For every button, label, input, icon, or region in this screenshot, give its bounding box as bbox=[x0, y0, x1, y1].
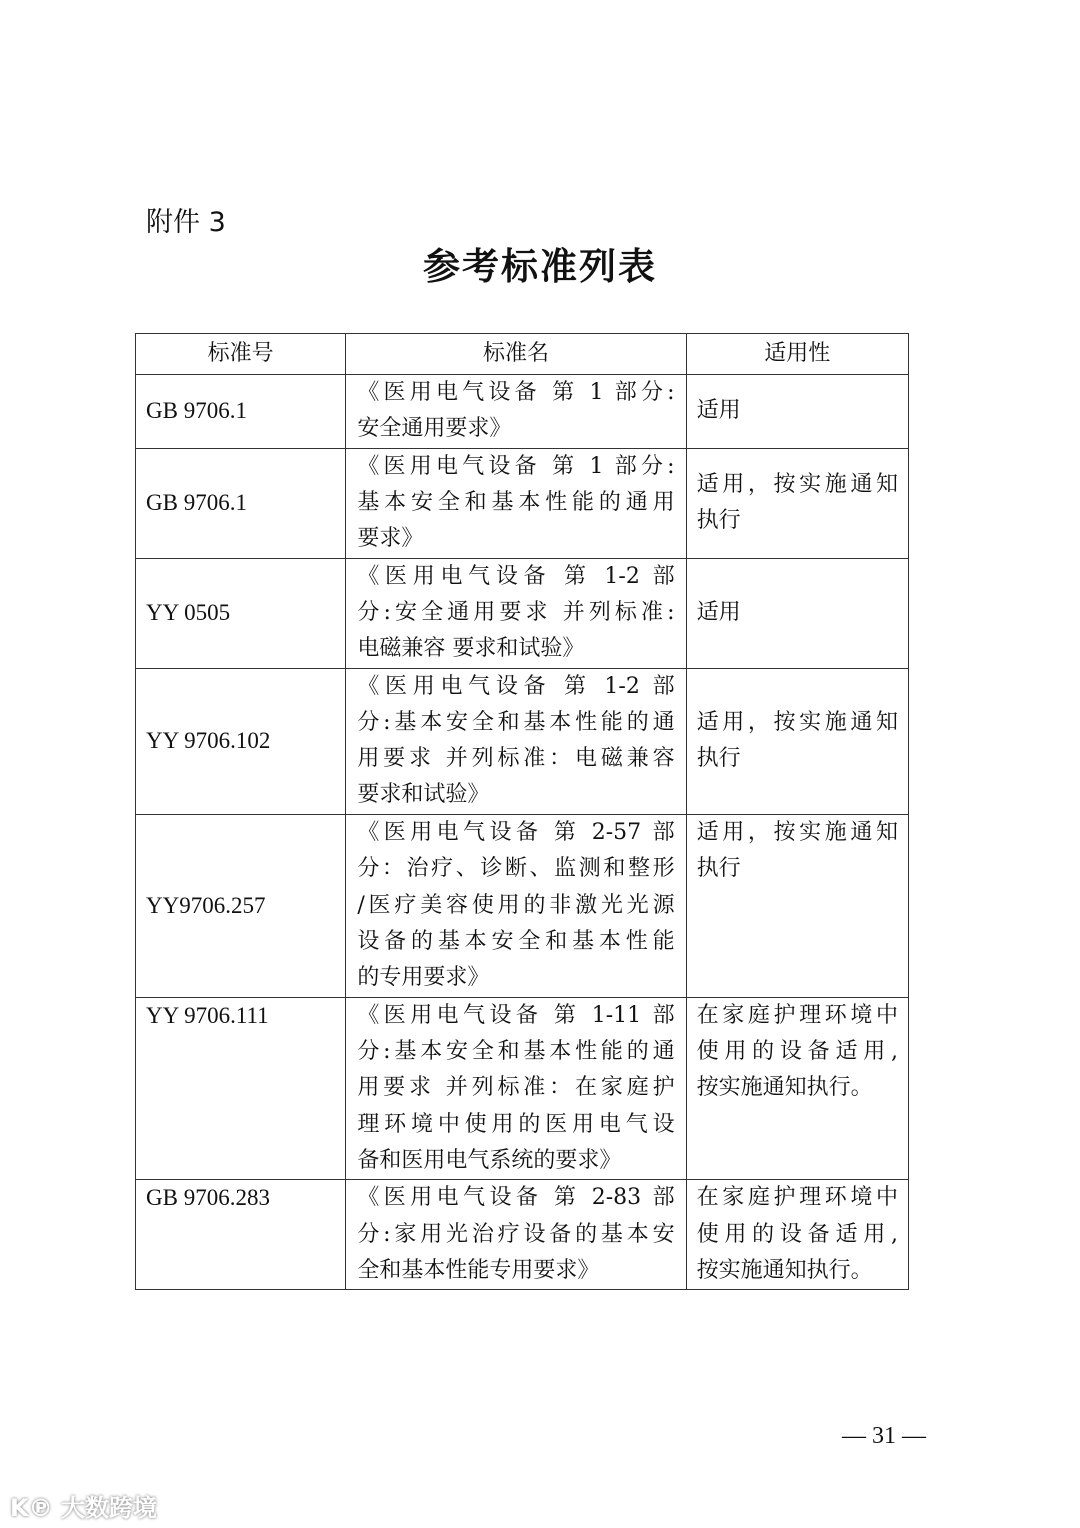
table-row bbox=[136, 558, 909, 668]
applicability-line: 适用，按实施通知 bbox=[696, 471, 898, 497]
standard-name bbox=[346, 814, 686, 997]
standard-name-line: 用要求 并列标准：在家庭护 bbox=[357, 1075, 675, 1101]
table-row bbox=[136, 375, 909, 449]
applicability bbox=[686, 448, 908, 558]
standard-code: GB 9706.1 bbox=[136, 448, 346, 558]
standard-name-line: 基本安全和基本性能的通用 bbox=[357, 489, 675, 515]
standard-name bbox=[346, 997, 686, 1179]
applicability-line: 适用，按实施通知 bbox=[696, 819, 898, 845]
standard-name-line: 《医用电气设备 第 2-83 部 bbox=[357, 1185, 675, 1211]
applicability-line: 按实施通知执行。 bbox=[696, 1075, 873, 1101]
applicability-line: 按实施通知执行。 bbox=[696, 1257, 873, 1283]
standard-name-line: 要求》 bbox=[357, 526, 424, 552]
column-header-code: 标准号 bbox=[136, 334, 346, 375]
standard-code: GB 9706.283 bbox=[136, 1180, 346, 1290]
standard-name-line: 《医用电气设备 第 1-11 部 bbox=[357, 1002, 675, 1028]
standard-name-line: 《医用电气设备 第 1 部分: bbox=[357, 453, 675, 479]
table-header-row bbox=[136, 334, 909, 375]
column-header-applicability: 适用性 bbox=[686, 334, 908, 375]
standard-code: YY 0505 bbox=[136, 558, 346, 668]
table-row bbox=[136, 448, 909, 558]
standard-name-line: /医疗美容使用的非激光光源 bbox=[357, 892, 675, 918]
standard-name-line: 《医用电气设备 第 2-57 部 bbox=[357, 820, 675, 846]
standard-name-line: 安全通用要求》 bbox=[357, 416, 512, 442]
applicability-line: 执行 bbox=[696, 856, 741, 882]
standard-name-line: 设备的基本安全和基本性能 bbox=[357, 928, 675, 954]
applicability bbox=[686, 814, 908, 997]
applicability-line: 使用的设备适用, bbox=[696, 1039, 898, 1065]
standard-name-line: 用要求 并列标准：电磁兼容 bbox=[357, 746, 675, 772]
standard-name-line: 的专用要求》 bbox=[357, 965, 490, 991]
standard-code: YY9706.257 bbox=[136, 814, 346, 997]
standard-name-line: 分:基本安全和基本性能的通 bbox=[357, 1039, 675, 1065]
standard-name-line: 分:家用光治疗设备的基本安 bbox=[357, 1221, 675, 1247]
standard-name bbox=[346, 1180, 686, 1290]
standard-name-line: 电磁兼容 要求和试验》 bbox=[357, 636, 585, 662]
standard-name-line: 全和基本性能专用要求》 bbox=[357, 1257, 600, 1283]
standard-name-line: 要求和试验》 bbox=[357, 782, 490, 808]
applicability bbox=[686, 558, 908, 668]
applicability-line: 在家庭护理环境中 bbox=[696, 1185, 898, 1211]
standard-name-line: 理环境中使用的医用电气设 bbox=[357, 1111, 675, 1137]
page-title: 参考标准列表 bbox=[423, 245, 657, 288]
standard-name bbox=[346, 375, 686, 449]
table-row bbox=[136, 1180, 909, 1290]
page-number: — 31 — bbox=[842, 1423, 926, 1449]
applicability-line: 执行 bbox=[696, 508, 741, 534]
standard-name bbox=[346, 668, 686, 814]
standard-name-line: 分:安全通用要求 并列标准: bbox=[357, 599, 675, 625]
applicability bbox=[686, 1180, 908, 1290]
standard-name-line: 备和医用电气系统的要求》 bbox=[357, 1147, 622, 1173]
table-row bbox=[136, 668, 909, 814]
standard-name bbox=[346, 448, 686, 558]
watermark-logo: K℗ 大数跨境 bbox=[10, 1494, 157, 1522]
table-row bbox=[136, 814, 909, 997]
standard-code: GB 9706.1 bbox=[136, 375, 346, 449]
column-header-name: 标准名 bbox=[346, 334, 686, 375]
applicability-line: 在家庭护理环境中 bbox=[696, 1002, 898, 1028]
standard-name-line: 《医用电气设备 第 1 部分: bbox=[357, 380, 675, 405]
table-row bbox=[136, 997, 909, 1179]
applicability bbox=[686, 375, 908, 449]
applicability-line: 执行 bbox=[696, 746, 741, 772]
attachment-label: 附件 3 bbox=[146, 207, 226, 238]
standard-name-line: 《医用电气设备 第 1-2 部 bbox=[357, 563, 675, 589]
standard-code: YY 9706.111 bbox=[136, 997, 346, 1179]
applicability bbox=[686, 668, 908, 814]
standard-name-line: 分：治疗、诊断、监测和整形 bbox=[357, 856, 675, 882]
standards-table bbox=[135, 333, 909, 1290]
standard-code: YY 9706.102 bbox=[136, 668, 346, 814]
applicability-line: 适用 bbox=[696, 398, 741, 424]
applicability-line: 使用的设备适用, bbox=[696, 1221, 898, 1247]
standard-name bbox=[346, 558, 686, 668]
applicability-line: 适用，按实施通知 bbox=[696, 709, 898, 735]
applicability-line: 适用 bbox=[696, 599, 741, 625]
standard-name-line: 分:基本安全和基本性能的通 bbox=[357, 709, 675, 735]
standard-name-line: 《医用电气设备 第 1-2 部 bbox=[357, 673, 675, 699]
applicability bbox=[686, 997, 908, 1179]
